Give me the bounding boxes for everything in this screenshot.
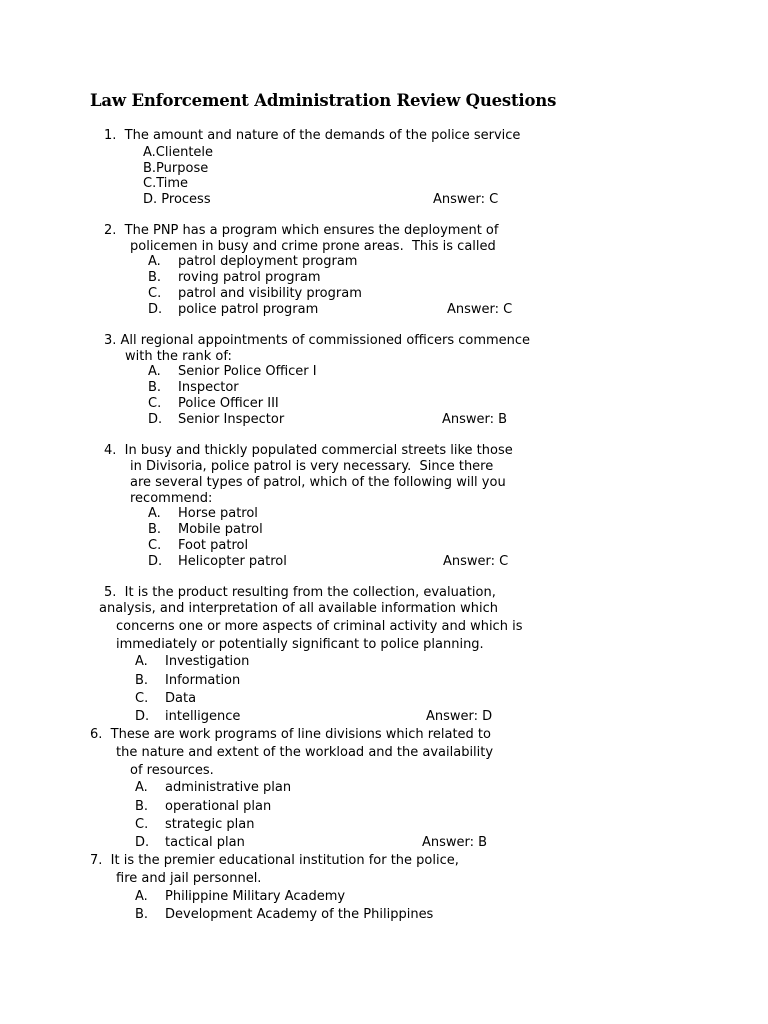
question-5-stem-line: analysis, and interpretation of all available information which (99, 601, 499, 616)
answer-key: Answer: B (422, 835, 488, 850)
option-label: D. (135, 709, 150, 724)
answer-key: Answer: C (433, 192, 499, 207)
option-text: intelligence (165, 709, 241, 724)
question-6-stem-line: of resources. (130, 763, 214, 778)
option-text: Foot patrol (178, 538, 249, 553)
option-label: C. (135, 691, 149, 706)
option-label: C. (148, 286, 162, 301)
question-3-stem-line: 3. All regional appointments of commissioned officers commence (104, 333, 531, 348)
option-label: C. (148, 538, 162, 553)
option-text: Development Academy of the Philippines (165, 907, 434, 922)
answer-key: Answer: D (426, 709, 493, 724)
option-text: roving patrol program (178, 270, 321, 285)
option-label: B. (135, 799, 149, 814)
option-label: D. (148, 412, 163, 427)
option-text: Inspector (178, 380, 239, 395)
option-label: B. (135, 907, 149, 922)
answer-key: Answer: C (443, 554, 509, 569)
question-1-stem-line: 1. The amount and nature of the demands of the police service (104, 128, 521, 143)
question-4-stem-line: are several types of patrol, which of the following will you (130, 475, 506, 490)
option-text: police patrol program (178, 302, 319, 317)
question-4-stem-line: in Divisoria, police patrol is very necessary. Since there (130, 459, 494, 474)
option-text: Philippine Military Academy (165, 889, 346, 904)
option-text: Helicopter patrol (178, 554, 287, 569)
option-label: C.Time (143, 176, 189, 191)
option-text: Senior Police Officer I (178, 364, 317, 379)
option-text: Data (165, 691, 197, 706)
option-text: Mobile patrol (178, 522, 263, 537)
question-3-stem-line: with the rank of: (125, 349, 232, 364)
option-text: Police Officer III (178, 396, 279, 411)
option-label: A. (148, 364, 161, 379)
answer-key: Answer: C (447, 302, 513, 317)
option-label: A. (135, 889, 148, 904)
option-label: D. (135, 835, 150, 850)
question-7-stem-line: fire and jail personnel. (116, 871, 262, 886)
option-label: A.Clientele (143, 145, 214, 160)
question-4-stem-line: 4. In busy and thickly populated commercial streets like those (104, 443, 513, 458)
option-label: B. (148, 270, 162, 285)
question-5-stem-line: immediately or potentially significant to police planning. (116, 637, 484, 652)
option-text: tactical plan (165, 835, 245, 850)
option-label: B. (148, 380, 162, 395)
question-2-stem-line: 2. The PNP has a program which ensures the deployment of (104, 223, 499, 238)
option-text: strategic plan (165, 817, 255, 832)
option-label: A. (135, 654, 148, 669)
question-5-stem-line: concerns one or more aspects of criminal activity and which is (116, 619, 523, 634)
option-text: patrol deployment program (178, 254, 358, 269)
option-label: C. (148, 396, 162, 411)
option-text: Investigation (165, 654, 250, 669)
document-title: Law Enforcement Administration Review Questions (90, 91, 557, 110)
question-2-stem-line: policemen in busy and crime prone areas. This is called (130, 239, 496, 254)
option-label: D. Process (143, 192, 211, 207)
option-text: operational plan (165, 799, 272, 814)
option-text: Information (165, 673, 241, 688)
question-5-stem-line: 5. It is the product resulting from the collection, evaluation, (104, 585, 496, 600)
option-label: B.Purpose (143, 161, 209, 176)
option-label: D. (148, 554, 163, 569)
option-label: D. (148, 302, 163, 317)
option-label: B. (148, 522, 162, 537)
question-4-stem-line: recommend: (130, 491, 213, 506)
option-label: A. (148, 254, 161, 269)
question-6-stem-line: 6. These are work programs of line divisions which related to (90, 727, 491, 742)
option-text: Senior Inspector (178, 412, 285, 427)
option-label: A. (135, 780, 148, 795)
option-text: administrative plan (165, 780, 292, 795)
question-7-stem-line: 7. It is the premier educational institution for the police, (90, 853, 459, 868)
option-text: Horse patrol (178, 506, 258, 521)
option-label: A. (148, 506, 161, 521)
option-text: patrol and visibility program (178, 286, 362, 301)
answer-key: Answer: B (442, 412, 508, 427)
question-6-stem-line: the nature and extent of the workload and the availability (116, 745, 494, 760)
option-label: B. (135, 673, 149, 688)
option-label: C. (135, 817, 149, 832)
